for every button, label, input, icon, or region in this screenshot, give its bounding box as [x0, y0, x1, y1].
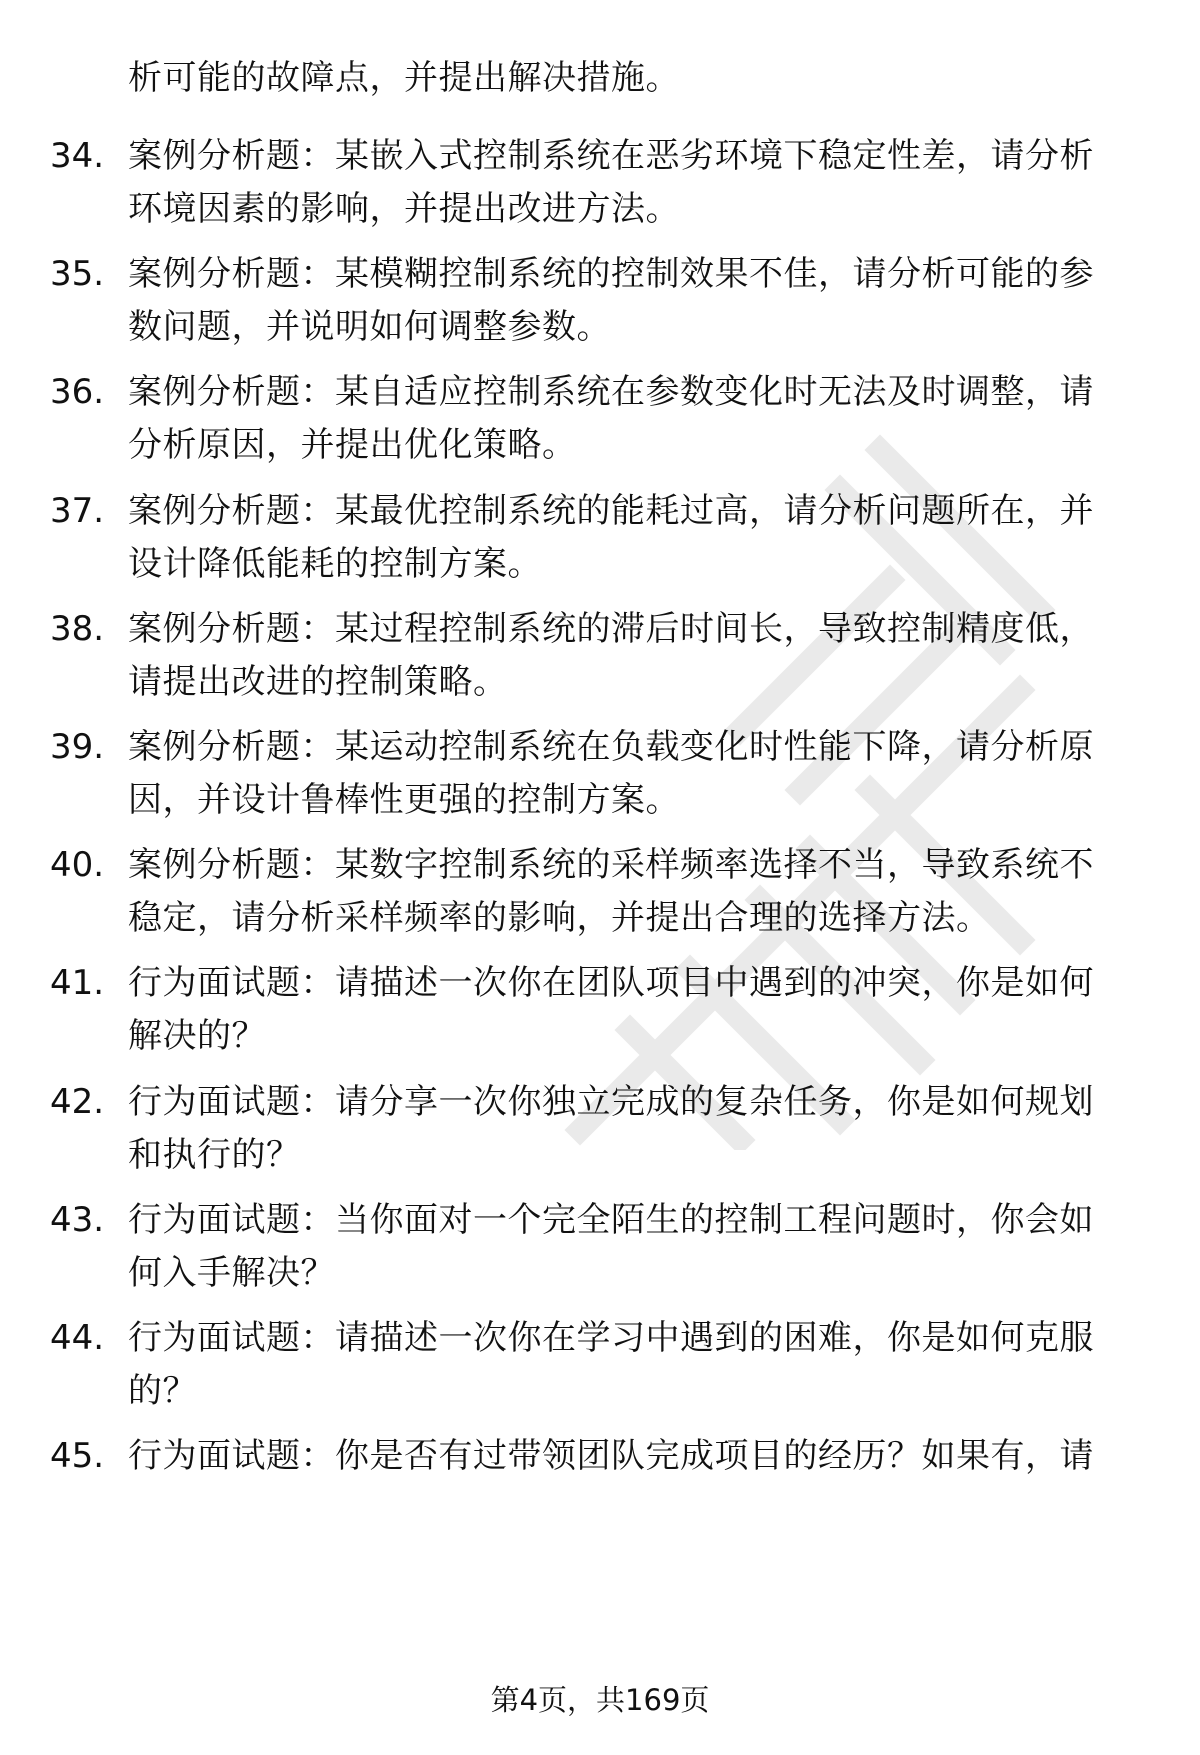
- item-text-line: 案例分析题：某运动控制系统在负载变化时性能下降，请分析原: [128, 727, 1094, 767]
- item-number: 39.: [50, 727, 105, 767]
- item-text-line: 请提出改进的控制策略。: [128, 661, 508, 702]
- item-text-line: 案例分析题：某嵌入式控制系统在恶劣环境下稳定性差，请分析: [128, 136, 1094, 176]
- item-text: [128, 366, 1148, 472]
- item-number: 37.: [50, 490, 105, 531]
- item-text: [128, 1430, 1148, 1483]
- item-text-line: 数问题，并说明如何调整参数。: [128, 307, 611, 348]
- item-text-line: 案例分析题：某数字控制系统的采样频率选择不当，导致系统不: [128, 845, 1094, 886]
- item-text-line: 的？: [128, 1371, 197, 1411]
- continued-text-line: 析可能的故障点，并提出解决措施。: [128, 58, 680, 98]
- item-number: 38.: [50, 608, 105, 649]
- item-text-line: 案例分析题：某模糊控制系统的控制效果不佳，请分析可能的参: [128, 254, 1094, 295]
- item-text-line: 行为面试题：请描述一次你在学习中遇到的困难，你是如何克服: [128, 1318, 1094, 1358]
- item-text: [128, 1076, 1148, 1182]
- item-text-line: 案例分析题：某最优控制系统的能耗过高，请分析问题所在，并: [128, 490, 1094, 531]
- item-text-line: 案例分析题：某过程控制系统的滞后时间长，导致控制精度低，: [128, 608, 1094, 649]
- item-text-line: 设计降低能耗的控制方案。: [128, 543, 542, 584]
- item-number: 40.: [50, 845, 105, 886]
- item-text: [128, 1194, 1148, 1300]
- item-number: 45.: [50, 1436, 105, 1477]
- item-text-line: 案例分析题：某自适应控制系统在参数变化时无法及时调整，请: [128, 372, 1094, 413]
- item-number: 43.: [50, 1199, 105, 1240]
- item-text: [128, 721, 1148, 827]
- item-text-line: 行为面试题：请分享一次你独立完成的复杂任务，你是如何规划: [128, 1081, 1094, 1122]
- item-text: [128, 248, 1148, 354]
- item-text: [128, 1312, 1148, 1418]
- page-footer: 第4页，共169页: [490, 1683, 710, 1717]
- item-number: 44.: [50, 1318, 105, 1358]
- item-text-line: 因，并设计鲁棒性更强的控制方案。: [128, 780, 680, 820]
- item-number: 41.: [50, 963, 105, 1004]
- item-text-line: 分析原因，并提出优化策略。: [128, 425, 577, 466]
- item-text: [128, 485, 1148, 591]
- item-text-line: 环境因素的影响，并提出改进方法。: [128, 189, 680, 229]
- item-text-line: 行为面试题：你是否有过带领团队完成项目的经历？如果有，请: [128, 1436, 1094, 1477]
- item-text: [128, 130, 1148, 236]
- item-text-line: 稳定，请分析采样频率的影响，并提出合理的选择方法。: [128, 898, 991, 939]
- item-number: 36.: [50, 372, 105, 413]
- item-text: [128, 957, 1148, 1063]
- item-text: [128, 603, 1148, 709]
- item-text-line: 和执行的？: [128, 1134, 301, 1175]
- item-number: 34.: [50, 136, 105, 176]
- item-text-line: 何入手解决？: [128, 1252, 335, 1293]
- item-number: 42.: [50, 1081, 105, 1122]
- item-text: [128, 839, 1148, 945]
- item-text-line: 行为面试题：当你面对一个完全陌生的控制工程问题时，你会如: [128, 1199, 1094, 1240]
- item-text-line: 行为面试题：请描述一次你在团队项目中遇到的冲突，你是如何: [128, 963, 1094, 1004]
- item-text-line: 解决的？: [128, 1016, 266, 1057]
- item-number: 35.: [50, 254, 105, 295]
